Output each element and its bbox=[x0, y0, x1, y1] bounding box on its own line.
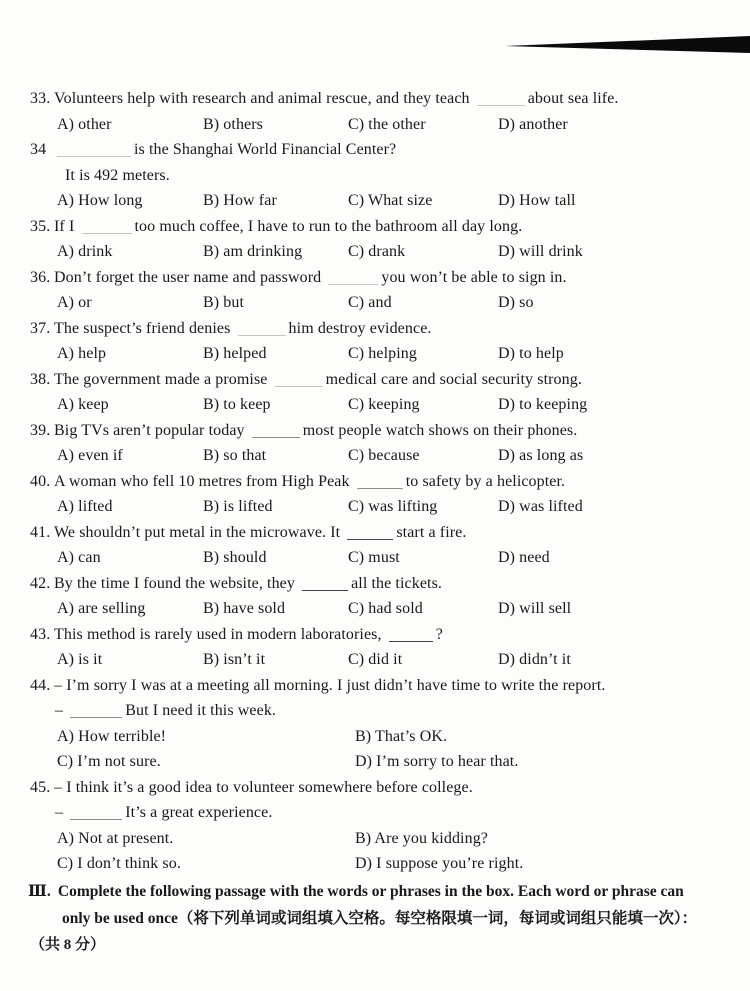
question-39-stem bbox=[0, 418, 750, 444]
stem-text: It is 492 meters. bbox=[65, 166, 170, 184]
option-b: B) have sold bbox=[203, 600, 286, 617]
question-43-stem bbox=[0, 622, 750, 648]
question-36-stem bbox=[0, 265, 750, 291]
option-b: B) should bbox=[203, 549, 267, 566]
option-c: C) had sold bbox=[348, 600, 423, 617]
question-35-options bbox=[0, 239, 750, 265]
section-3-instruction-chinese: only be used once（将下列单词或词组填入空格。每空格限填一词，每词或词组只能填一次）： bbox=[62, 910, 698, 927]
section-3-line-2 bbox=[0, 905, 750, 932]
answer-blank bbox=[252, 425, 300, 438]
option-a: A) How terrible! bbox=[57, 727, 167, 745]
stem-text: Volunteers help with research and animal rescue, and they teach bbox=[54, 90, 470, 107]
question-45-stem bbox=[0, 775, 750, 801]
option-c: C) because bbox=[348, 447, 420, 464]
question-38-stem bbox=[0, 367, 750, 393]
stem-text: medical care and social security strong. bbox=[325, 370, 582, 388]
option-c: C) drank bbox=[348, 243, 406, 260]
section-3-numeral: Ⅲ. bbox=[28, 883, 51, 900]
option-d: D) I suppose you’re right. bbox=[355, 855, 524, 872]
option-d: D) as long as bbox=[498, 447, 584, 464]
question-43-options bbox=[0, 647, 750, 673]
stem-text: – bbox=[55, 804, 64, 821]
option-d: D) will sell bbox=[498, 600, 572, 617]
question-44-options bbox=[0, 749, 750, 775]
stem-text: Big TVs aren’t popular today bbox=[54, 421, 245, 439]
stem-text: start a fire. bbox=[396, 523, 467, 541]
answer-blank bbox=[70, 807, 122, 820]
option-a: A) even if bbox=[57, 447, 123, 464]
stem-text: most people watch shows on their phones. bbox=[302, 421, 578, 439]
stem-text: too much coffee, I have to run to the bathroom all day long. bbox=[134, 217, 523, 235]
section-3-instruction-english: Complete the following passage with the words or phrases in the box. Each word or phrase can bbox=[57, 883, 684, 900]
question-40-options bbox=[0, 494, 750, 520]
section-3-points: （共 8 分） bbox=[30, 937, 106, 953]
option-c: C) the other bbox=[348, 115, 426, 133]
question-34-stem bbox=[0, 137, 750, 163]
stem-text: – I think it’s a good idea to volunteer somewhere before college. bbox=[54, 778, 473, 796]
answer-blank bbox=[70, 705, 122, 718]
question-41-stem bbox=[0, 520, 750, 546]
question-45-continuation bbox=[0, 800, 750, 826]
stem-text: A woman who fell 10 metres from High Peak bbox=[54, 472, 350, 490]
answer-blank bbox=[302, 578, 348, 591]
option-c: C) I’m not sure. bbox=[57, 753, 161, 770]
question-number: 37. bbox=[30, 319, 51, 337]
answer-blank bbox=[238, 323, 286, 336]
option-a: A) or bbox=[57, 294, 92, 311]
option-b: B) am drinking bbox=[203, 243, 303, 260]
answer-blank bbox=[357, 476, 403, 489]
option-d: D) so bbox=[498, 294, 534, 311]
question-number: 33. bbox=[30, 90, 51, 107]
question-number: 45. bbox=[30, 778, 51, 796]
stem-text: – bbox=[55, 702, 64, 719]
option-d: D) was lifted bbox=[498, 498, 583, 515]
question-38-options bbox=[0, 392, 750, 418]
question-37-options bbox=[0, 341, 750, 367]
question-34-options bbox=[0, 188, 750, 214]
option-c: C) and bbox=[348, 294, 392, 311]
question-number: 35. bbox=[30, 217, 51, 235]
stem-text: Don’t forget the user name and password bbox=[54, 268, 322, 286]
option-a: A) are selling bbox=[57, 600, 146, 617]
option-a: A) How long bbox=[57, 192, 143, 209]
option-c: C) was lifting bbox=[348, 498, 438, 515]
question-34-continuation bbox=[0, 163, 750, 189]
option-a: A) other bbox=[57, 115, 112, 133]
stem-text: The suspect’s friend denies bbox=[54, 319, 231, 337]
question-37-stem bbox=[0, 316, 750, 342]
stem-text: The government made a promise bbox=[54, 370, 268, 388]
option-a: A) lifted bbox=[57, 498, 113, 515]
stem-text: all the tickets. bbox=[351, 574, 442, 592]
question-number: 36. bbox=[30, 268, 51, 286]
option-c: C) helping bbox=[348, 345, 417, 362]
option-b: B) Are you kidding? bbox=[355, 829, 488, 847]
question-number: 42. bbox=[30, 574, 51, 592]
stem-text: By the time I found the website, they bbox=[54, 574, 295, 592]
scan-artifact-mark bbox=[0, 0, 750, 60]
option-d: D) to help bbox=[498, 345, 564, 362]
question-35-stem bbox=[0, 214, 750, 240]
option-b: B) helped bbox=[203, 345, 267, 362]
option-b: B) isn’t it bbox=[203, 651, 266, 668]
option-a: A) drink bbox=[57, 243, 113, 260]
option-a: A) help bbox=[57, 345, 107, 362]
question-41-options bbox=[0, 545, 750, 571]
question-33-stem bbox=[0, 86, 750, 112]
option-c: C) did it bbox=[348, 651, 403, 668]
option-d: D) another bbox=[498, 115, 568, 133]
question-44-continuation bbox=[0, 698, 750, 724]
answer-blank bbox=[477, 93, 525, 106]
stem-text: him destroy evidence. bbox=[288, 319, 432, 337]
question-number: 40. bbox=[30, 472, 51, 490]
section-3-line-1 bbox=[0, 878, 750, 905]
question-number: 34 bbox=[30, 141, 47, 158]
option-d: D) need bbox=[498, 549, 550, 566]
option-b: B) is lifted bbox=[203, 498, 273, 515]
question-list bbox=[0, 86, 750, 877]
stem-text: We shouldn’t put metal in the microwave. It bbox=[54, 523, 341, 541]
question-33-options bbox=[0, 112, 750, 138]
question-number: 43. bbox=[30, 625, 51, 643]
section-3-heading bbox=[0, 878, 750, 959]
stem-text: If I bbox=[54, 217, 75, 235]
option-b: B) so that bbox=[203, 447, 267, 464]
stem-text: you won’t be able to sign in. bbox=[381, 268, 567, 286]
question-42-stem bbox=[0, 571, 750, 597]
option-b: B) How far bbox=[203, 192, 277, 209]
answer-blank bbox=[57, 144, 131, 157]
question-45-options bbox=[0, 851, 750, 877]
answer-blank bbox=[389, 629, 433, 642]
stem-text: about sea life. bbox=[527, 90, 619, 107]
question-45-options bbox=[0, 826, 750, 852]
answer-blank bbox=[275, 374, 323, 387]
option-b: B) but bbox=[203, 294, 245, 311]
section-3-line-3 bbox=[0, 932, 750, 959]
option-d: D) How tall bbox=[498, 192, 576, 209]
question-39-options bbox=[0, 443, 750, 469]
stem-text: ? bbox=[435, 625, 443, 643]
option-c: C) must bbox=[348, 549, 400, 566]
stem-text: is the Shanghai World Financial Center? bbox=[134, 141, 397, 158]
option-b: B) others bbox=[203, 115, 264, 133]
option-b: B) to keep bbox=[203, 396, 271, 413]
stem-text: – I’m sorry I was at a meeting all morning. I just didn’t have time to write the report. bbox=[54, 676, 606, 694]
stem-text: to safety by a helicopter. bbox=[405, 472, 566, 490]
stem-text: This method is rarely used in modern laboratories, bbox=[54, 625, 382, 643]
option-d: D) didn’t it bbox=[498, 651, 571, 668]
answer-blank bbox=[328, 272, 378, 285]
option-b: B) That’s OK. bbox=[355, 727, 448, 745]
question-44-options bbox=[0, 724, 750, 750]
question-42-options bbox=[0, 596, 750, 622]
option-d: D) I’m sorry to hear that. bbox=[355, 753, 519, 770]
answer-blank bbox=[82, 221, 132, 234]
option-a: A) can bbox=[57, 549, 101, 566]
answer-blank bbox=[347, 527, 393, 540]
stem-text: It’s a great experience. bbox=[125, 804, 273, 821]
question-36-options bbox=[0, 290, 750, 316]
option-d: D) to keeping bbox=[498, 396, 588, 413]
option-a: A) Not at present. bbox=[57, 829, 174, 847]
option-c: C) What size bbox=[348, 192, 433, 209]
stem-text: But I need it this week. bbox=[125, 702, 277, 719]
question-number: 39. bbox=[30, 421, 51, 439]
option-c: C) I don’t think so. bbox=[57, 855, 181, 872]
question-number: 44. bbox=[30, 676, 51, 694]
option-a: A) is it bbox=[57, 651, 103, 668]
question-number: 41. bbox=[30, 523, 51, 541]
option-d: D) will drink bbox=[498, 243, 583, 260]
question-number: 38. bbox=[30, 370, 51, 388]
question-44-stem bbox=[0, 673, 750, 699]
option-c: C) keeping bbox=[348, 396, 420, 413]
option-a: A) keep bbox=[57, 396, 109, 413]
question-40-stem bbox=[0, 469, 750, 495]
